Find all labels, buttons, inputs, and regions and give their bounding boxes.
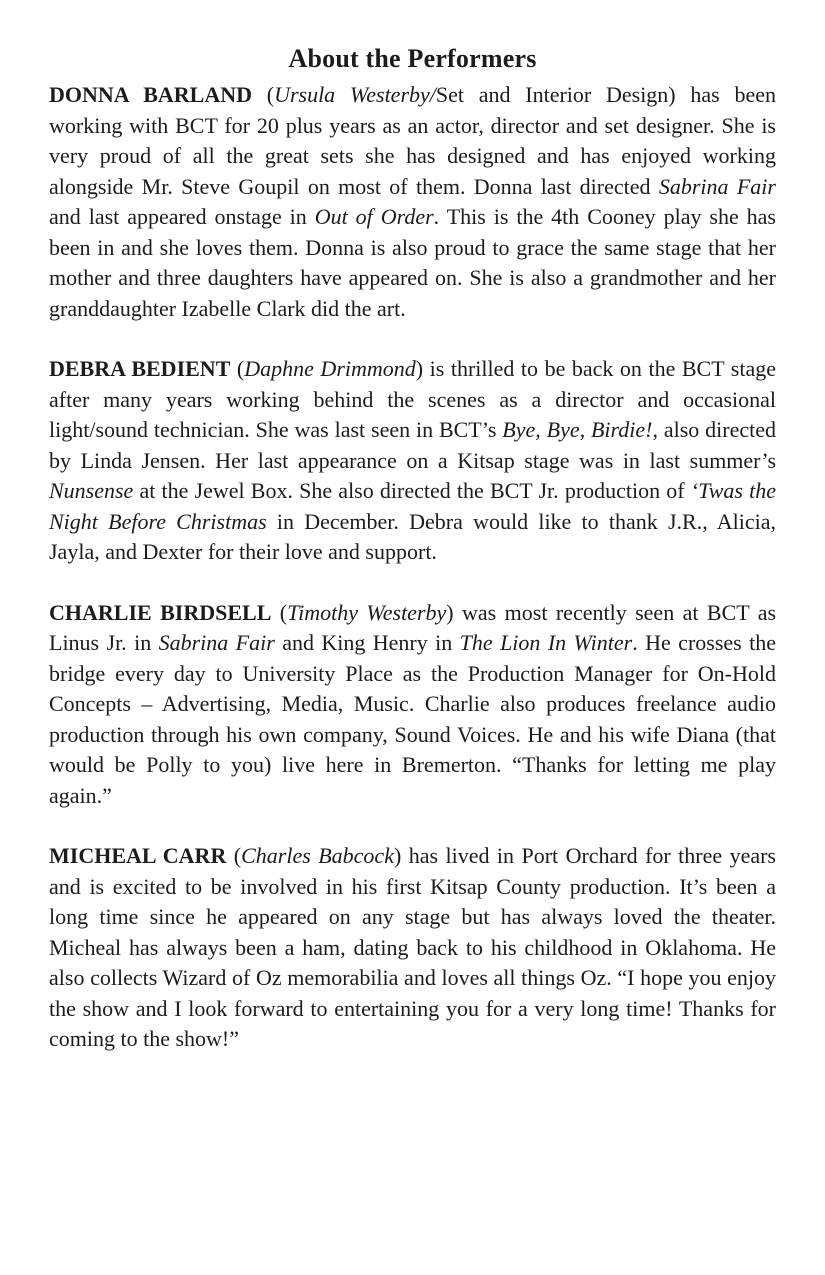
document-page [49, 42, 776, 1055]
show-title: The Lion In Winter [459, 630, 633, 655]
show-title: Out of Order [314, 204, 434, 229]
bio-text: has lived in Port Orchard for three years and is excited to be involved in his first Kitsap County production. It’s been a long time since he appeared on any stage but has always loved the theater. Micheal has always been a ham, dating back to his childhood in Oklahoma. He also collects Wizard of Oz memorabilia and loves all things Oz. “I hope you enjoy the show and I look forward to entertaining you for a very long time! Thanks for coming to the show!” [49, 843, 776, 1051]
show-title: Sabrina Fair [658, 173, 776, 199]
bio-text: in December. Debra would like to thank J.R., Alicia, Jayla, and Dexter for their love and support. [49, 508, 776, 564]
bio-debra-bedient [49, 354, 776, 568]
role-close: ) [415, 356, 424, 381]
bio-charlie-birdsell [49, 598, 776, 812]
role-character: Daphne Drimmond [244, 356, 416, 381]
bio-text: and King Henry in [274, 630, 460, 655]
bio-micheal-carr [49, 841, 776, 1055]
page-title: About the Performers [288, 44, 537, 73]
role-close: ) [393, 843, 402, 868]
bio-text: was most recently seen at BCT as Linus Jr. in [49, 599, 777, 655]
show-title: Sabrina Fair [158, 630, 275, 655]
bio-text: is thrilled to be back on the BCT stage after many years working behind the scenes as a director and occasional light/sound technician. She was last seen in BCT’s [49, 356, 777, 442]
bio-donna-barland [49, 80, 776, 324]
show-title: Nunsense [49, 478, 134, 503]
bio-text: . This is the 4th Cooney play she has been in and she loves them. Donna is also proud to grace the same stage that her mother and three daughters have appeared on. She is also a grandmother and her granddaughter Izabelle Clark did the art. [49, 204, 776, 321]
role-close: ) [446, 599, 454, 625]
bio-text: . He crosses the bridge every day to University Place as the Production Manager for On-Hold Concepts – Advertising, Media, Music. Charlie also produces freelance audio production through his own company, Sound Voices. He and his wife Diana (that would be Polly to you) live here in Bremerton. “Thanks for letting me play again.” [49, 630, 776, 808]
role-open: ( [236, 356, 245, 381]
role-open: ( [233, 843, 242, 868]
role-open: ( [266, 82, 275, 107]
role-open: ( [279, 599, 288, 625]
bio-text: has been working with BCT for 20 plus years as an actor, director and set designer. She is very proud of all the great sets she has designed and has enjoyed working alongside Mr. Steve Goupil on most of them. Donna last directed [49, 82, 776, 199]
performer-name: DONNA BARLAND [49, 82, 252, 107]
role-character: Charles Babcock [241, 843, 394, 868]
bio-text: and last appeared onstage in [49, 204, 315, 229]
role-character: Ursula Westerby/ [274, 82, 436, 107]
role-credit: Set and Interior Design) [435, 82, 676, 107]
role-character: Timothy Westerby [287, 599, 447, 625]
bio-text: at the Jewel Box. She also directed the BCT Jr. production of [133, 478, 691, 503]
show-title: ‘Twas the Night Before Christmas [49, 478, 776, 534]
performer-name: MICHEAL CARR [49, 843, 227, 868]
performer-name: DEBRA BEDIENT [49, 356, 231, 381]
performer-name: CHARLIE BIRDSELL [49, 599, 272, 625]
show-title: Bye, Bye, Birdie! [502, 417, 653, 442]
bio-text: , also directed by Linda Jensen. Her last appearance on a Kitsap stage was in last summer’s [49, 417, 776, 473]
